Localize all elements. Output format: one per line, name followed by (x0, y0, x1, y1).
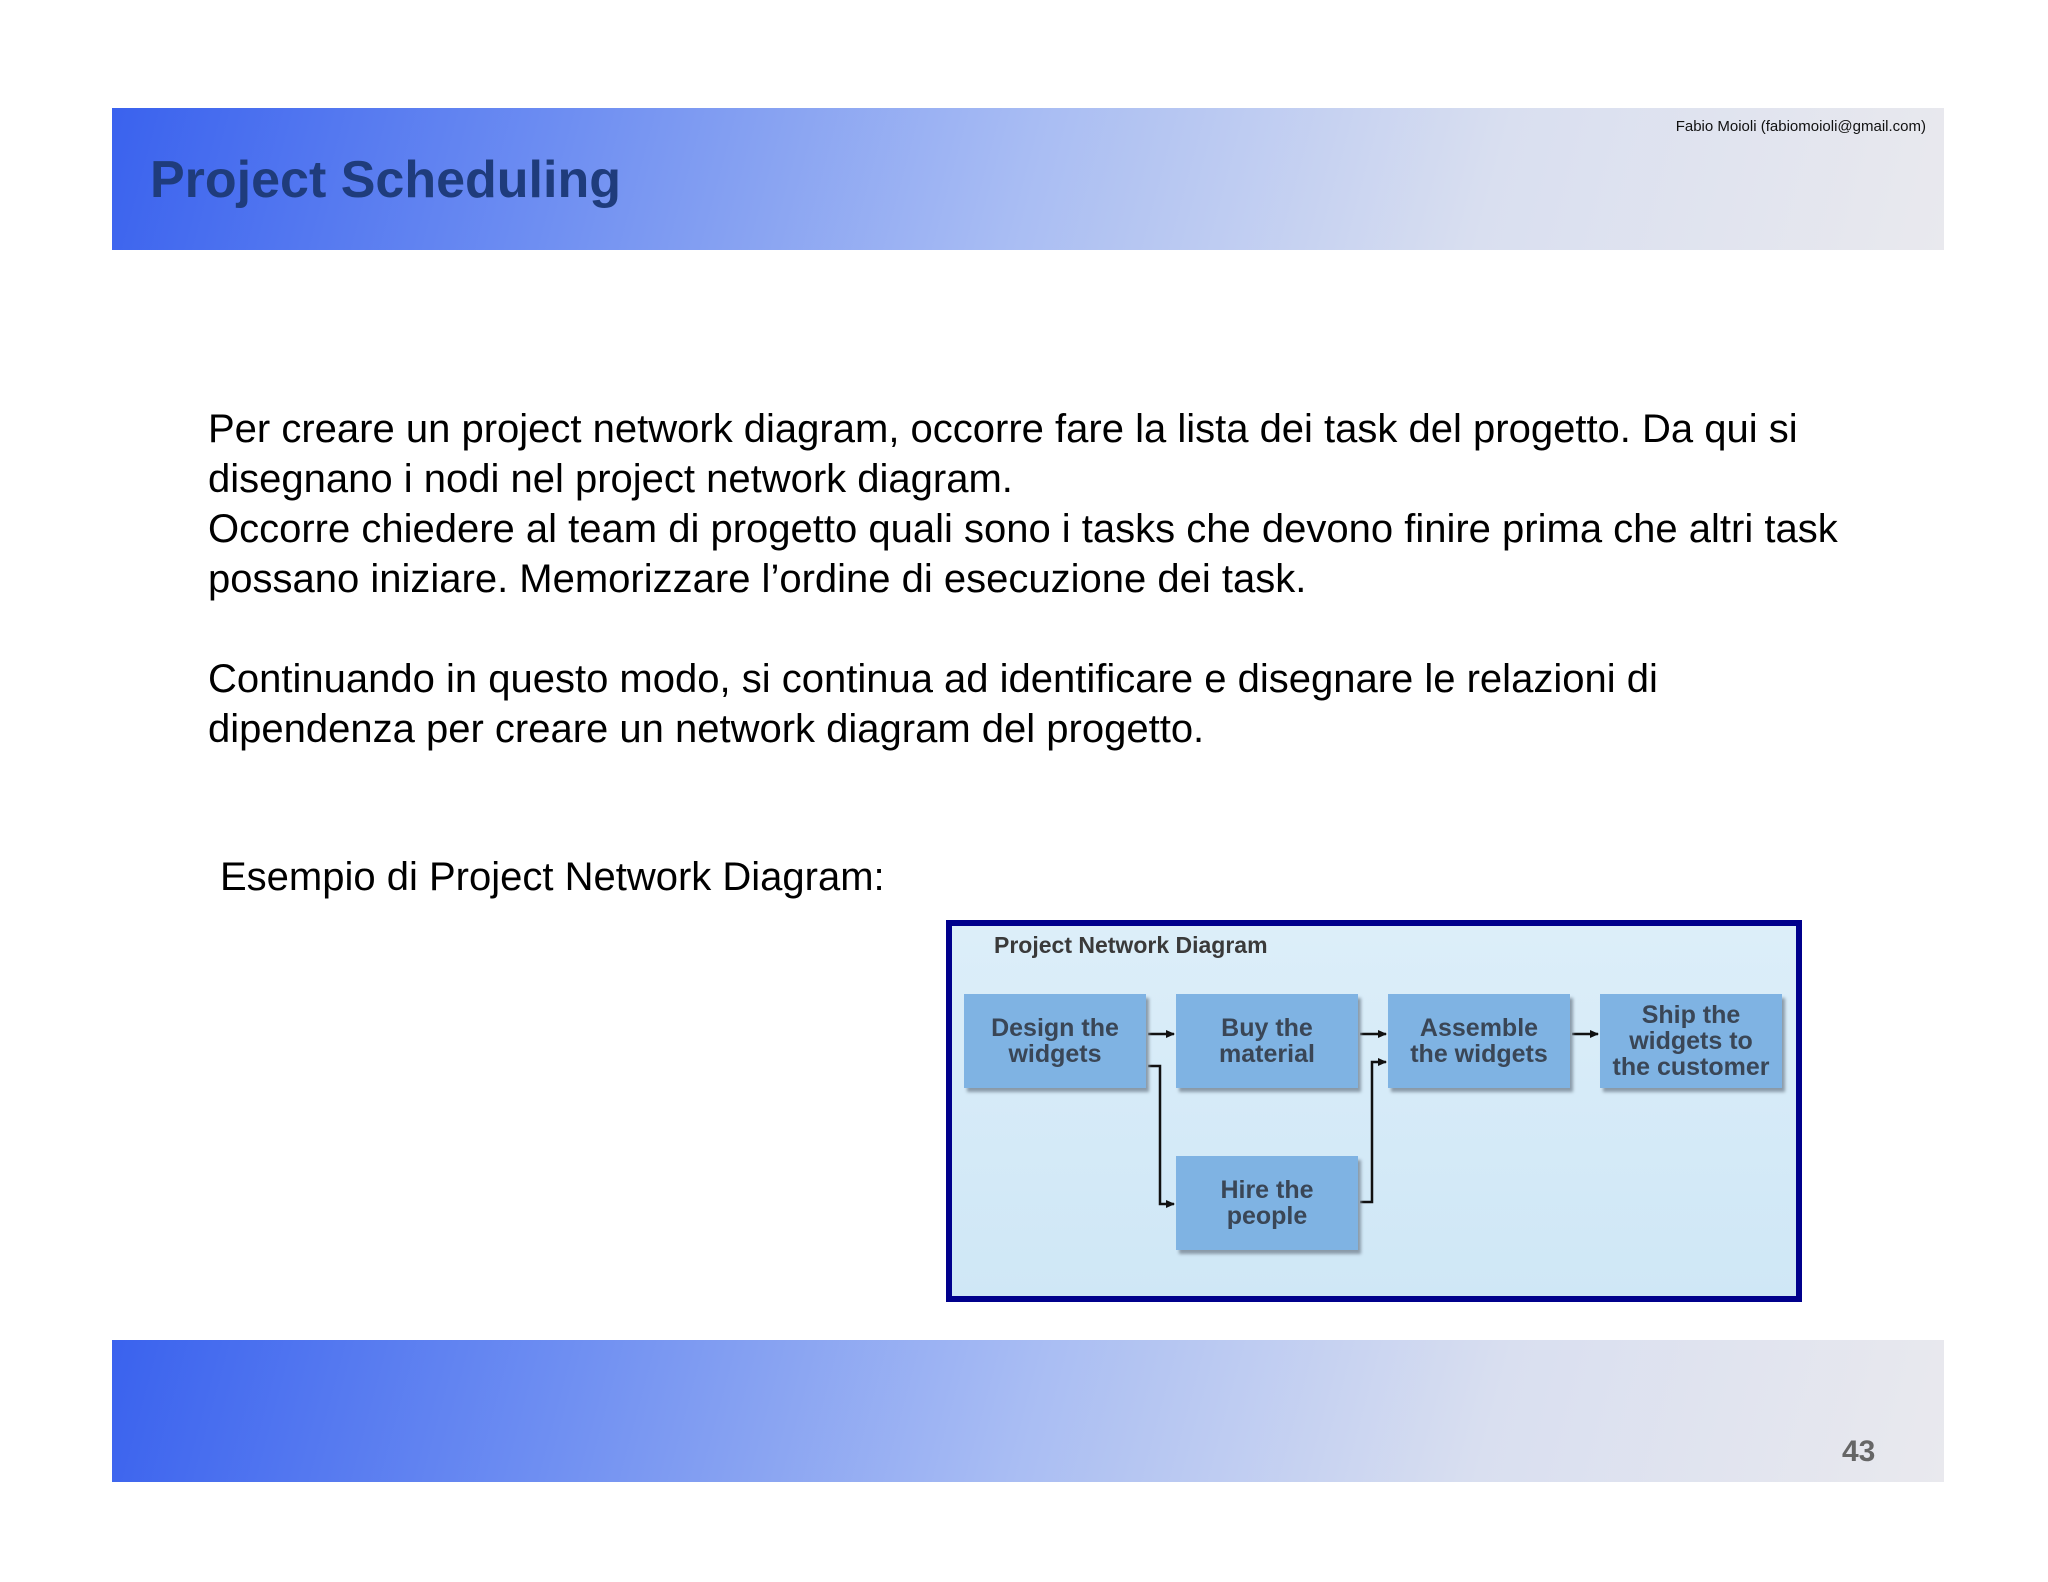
example-label: Esempio di Project Network Diagram: (220, 855, 885, 899)
node-hire-people: Hire the people (1176, 1156, 1358, 1250)
author-credit: Fabio Moioli (fabiomoioli@gmail.com) (1675, 118, 1926, 135)
node-assemble-widgets: Assemble the widgets (1388, 994, 1570, 1088)
paragraph-1: Per creare un project network diagram, occorre fare la lista dei task del progetto. Da qui si disegnano i nodi nel project network diagram. (208, 407, 1798, 501)
node-buy-material: Buy the material (1176, 994, 1358, 1088)
node-design-widgets: Design the widgets (964, 994, 1146, 1088)
node-ship-widgets: Ship the widgets to the customer (1600, 994, 1782, 1088)
page-number: 43 (1842, 1435, 1876, 1468)
paragraph-3: Continuando in questo modo, si continua ad identificare e disegnare le relazioni di dipendenza per creare un network diagram del progetto. (208, 657, 1658, 751)
figure-title: Project Network Diagram (994, 932, 1268, 958)
diagram-edges (952, 926, 1796, 1296)
network-diagram-figure (946, 920, 1802, 1302)
slide-title: Project Scheduling (150, 151, 621, 209)
paragraph-2: Occorre chiedere al team di progetto quali sono i tasks che devono finire prima che altri task possano iniziare. Memorizzare l’ordine di esecuzione dei task. (208, 507, 1838, 601)
edge-hire-to-assemble (1360, 1062, 1386, 1202)
footer-band (112, 1340, 1944, 1482)
body-text (208, 404, 1858, 754)
edge-design-to-hire (1148, 1066, 1174, 1204)
paragraph-gap (208, 604, 1858, 654)
